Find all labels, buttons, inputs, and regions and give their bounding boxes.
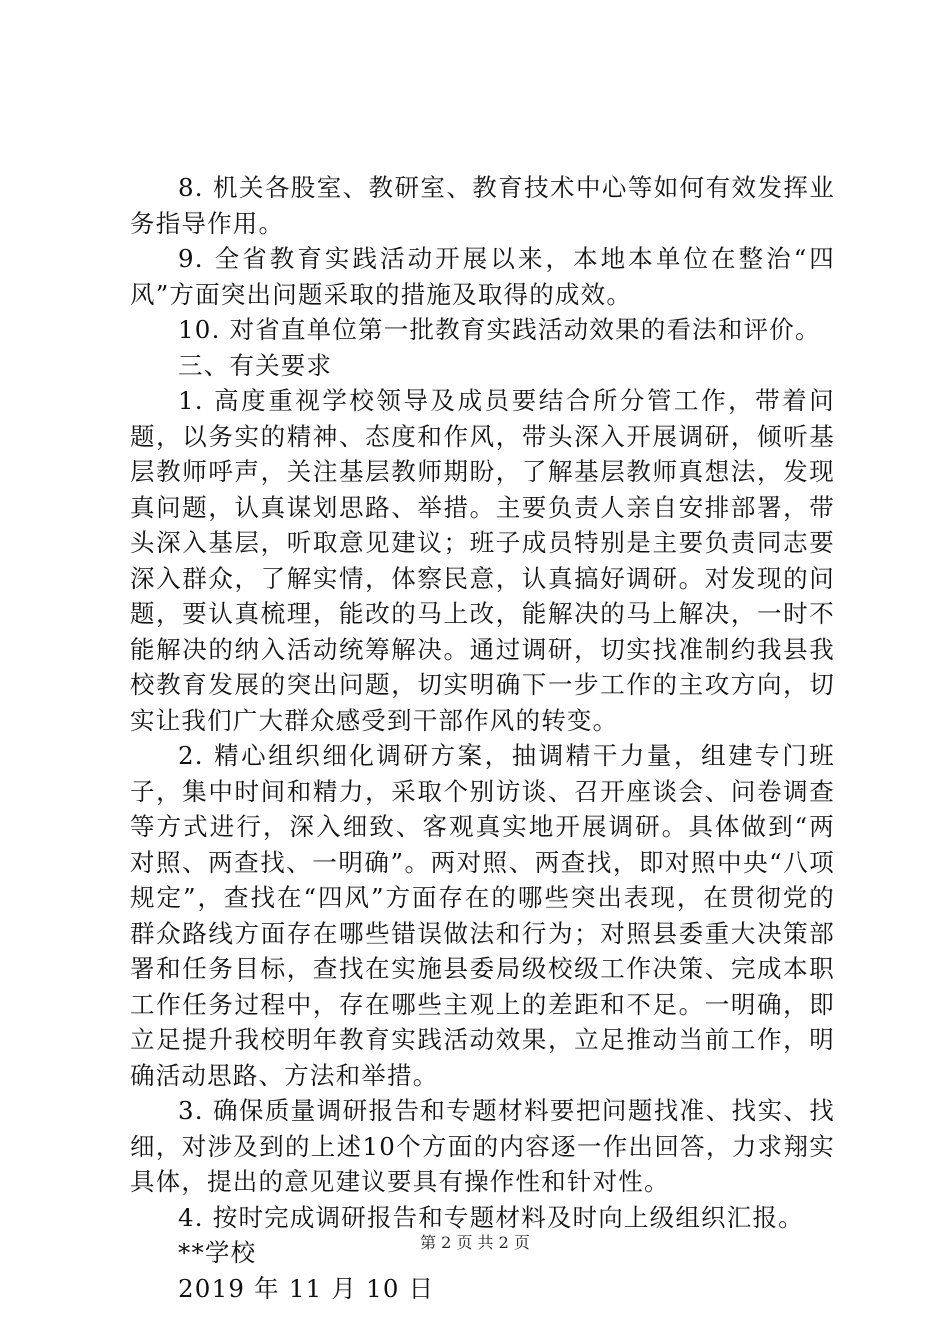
requirement-2-paragraph: 2. 精心组织细化调研方案，抽调精干力量，组建专门班子，集中时间和精力，采取个别访谈、召开座谈会、问卷调查等方式进行，深入细致、客观真实地开展调研。具体做到“两对照、两查找、一明确”。两对照、两查找，即对照中央“八项规定”，查找在“四风”方面存在的哪些突出表现，在贯彻党的群众路线方面存在哪些错误做法和行为；对照县委重大决策部署和任务目标，查找在实施县委局级校级工作决策、完成本职工作任务过程中，存在哪些主观上的差距和不足。一明确，即立足提升我校明年教育实践活动效果，立足推动当前工作，明确活动思路、方法和举措。	[130, 741, 835, 1090]
page-number-footer: 第 2 页 共 2 页	[420, 1233, 530, 1252]
item-8-paragraph: 8. 机关各股室、教研室、教育技术中心等如何有效发挥业务指导作用。	[130, 173, 835, 238]
signature-school: **学校	[178, 1238, 257, 1267]
item-9-paragraph: 9. 全省教育实践活动开展以来，本地本单位在整治“四风”方面突出问题采取的措施及取得的成效。	[130, 244, 835, 309]
section-heading-requirements: 三、有关要求	[178, 350, 333, 380]
requirement-4-paragraph: 4. 按时完成调研报告和专题材料及时向上级组织汇报。	[178, 1202, 804, 1232]
item-10-paragraph: 10. 对省直单位第一批教育实践活动效果的看法和评价。	[178, 315, 821, 344]
requirement-1-paragraph: 1. 高度重视学校领导及成员要结合所分管工作，带着问题，以务实的精神、态度和作风，带头深入开展调研，倾听基层教师呼声，关注基层教师期盼，了解基层教师真想法，发现真问题，认真谋划思路、举措。主要负责人亲自安排部署，带头深入基层，听取意见建议；班子成员特别是主要负责同志要深入群众，了解实情，体察民意，认真搞好调研。对发现的问题，要认真梳理，能改的马上改，能解决的马上解决，一时不能解决的纳入活动统筹解决。通过调研，切实找准制约我县我校教育发展的突出问题，切实明确下一步工作的主攻方向，切实让我们广大群众感受到干部作风的转变。	[130, 386, 835, 735]
document-body	[130, 170, 835, 1306]
requirement-3-paragraph: 3. 确保质量调研报告和专题材料要把问题找准、找实、找细，对涉及到的上述10个方面的内容逐一作出回答，力求翔实具体，提出的意见建议要具有操作性和针对性。	[130, 1096, 835, 1196]
signature-date: 2019 年 11 月 10 日	[178, 1273, 435, 1303]
